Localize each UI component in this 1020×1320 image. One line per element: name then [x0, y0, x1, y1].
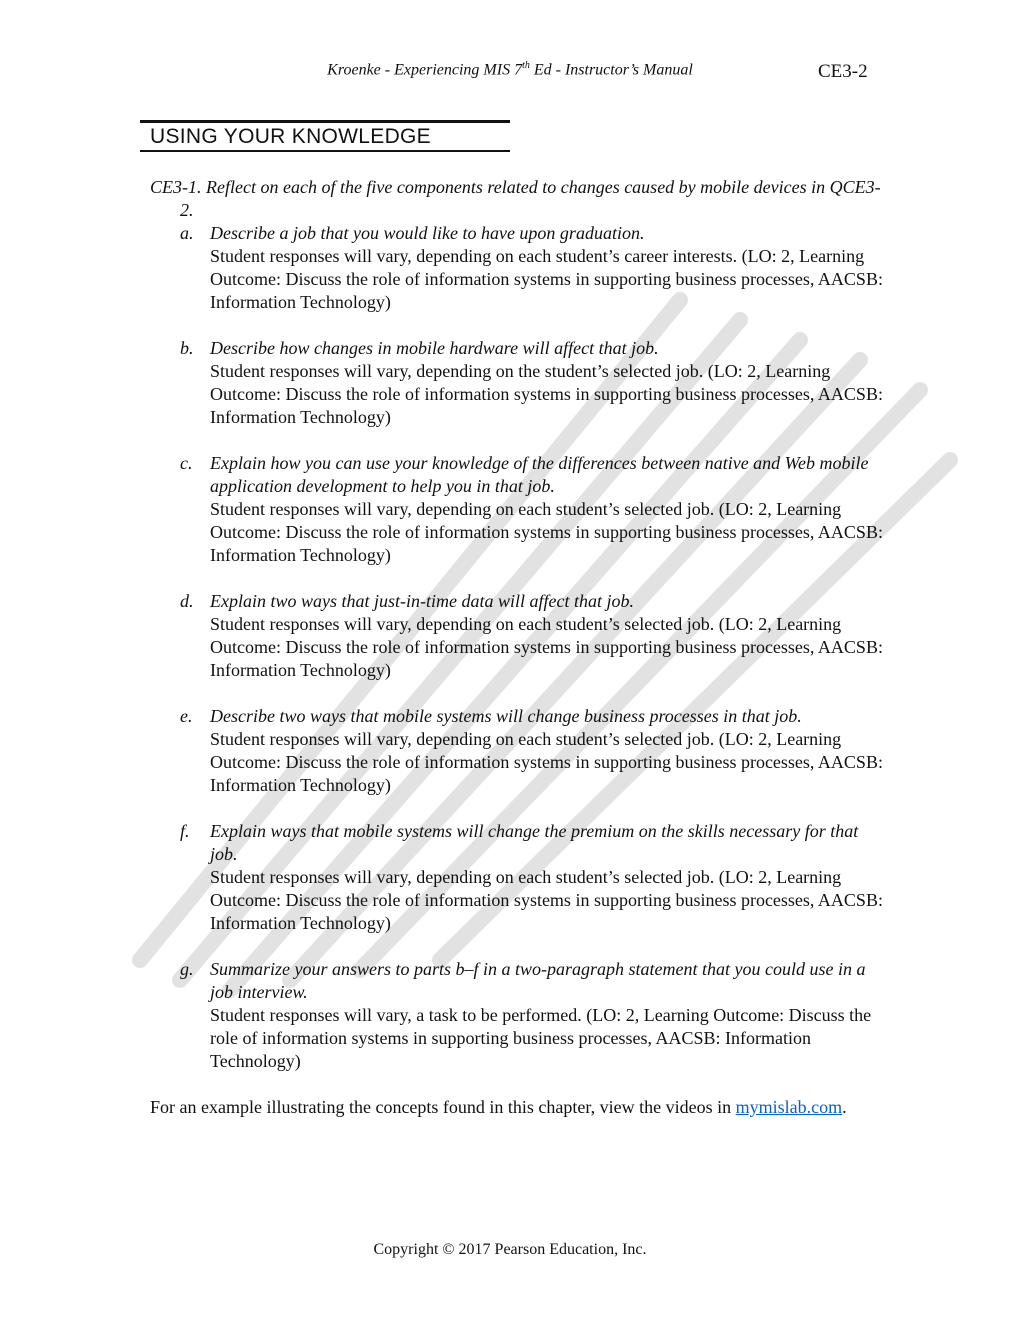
part-g — [150, 958, 890, 1073]
part-f — [150, 820, 890, 935]
part-answer: Student responses will vary, depending on the student’s selected job. (LO: 2, Learning Outcome: Discuss the role of information systems in supporting business processes, AACSB: Information Technology) — [210, 361, 883, 427]
part-prompt: Describe a job that you would like to have upon graduation. — [210, 223, 645, 243]
part-letter: b. — [180, 338, 194, 358]
part-letter: c. — [180, 453, 193, 473]
running-head-subtitle: Ed - Instructor’s Manual — [529, 61, 693, 79]
closing-period: . — [842, 1097, 847, 1117]
part-letter: d. — [180, 591, 194, 611]
main-content — [150, 176, 890, 1119]
closing-text: For an example illustrating the concepts found in this chapter, view the videos in — [150, 1097, 736, 1117]
part-answer: Student responses will vary, depending on each student’s selected job. (LO: 2, Learning Outcome: Discuss the role of information systems in supporting business processes, AACSB: Information Technology) — [210, 729, 883, 795]
part-answer: Student responses will vary, depending on each student’s selected job. (LO: 2, Learning Outcome: Discuss the role of information systems in supporting business processes, AACSB: Information Technology) — [210, 614, 883, 680]
mymislab-link[interactable]: mymislab.com — [735, 1097, 843, 1117]
running-head-title: Kroenke - Experiencing MIS 7 — [327, 61, 523, 79]
part-b — [150, 337, 890, 429]
part-d — [150, 590, 890, 682]
part-answer: Student responses will vary, depending on each student’s selected job. (LO: 2, Learning Outcome: Discuss the role of information systems in supporting business processes, AACSB: Information Technology) — [210, 499, 883, 565]
part-answer: Student responses will vary, depending on each student’s selected job. (LO: 2, Learning Outcome: Discuss the role of information systems in supporting business processes, AACSB: Information Technology) — [210, 867, 883, 933]
part-prompt: Describe how changes in mobile hardware will affect that job. — [210, 338, 659, 358]
closing-paragraph — [150, 1096, 890, 1119]
section-title: USING YOUR KNOWLEDGE — [150, 125, 431, 148]
question-parts — [150, 222, 890, 1073]
part-prompt: Explain how you can use your knowledge of the differences between native and Web mobile application development to help you in that job. — [210, 453, 869, 496]
part-prompt: Describe two ways that mobile systems will change business processes in that job. — [210, 706, 802, 726]
part-prompt: Explain two ways that just-in-time data will affect that job. — [210, 591, 634, 611]
edition-superscript: th — [522, 60, 530, 71]
part-letter: f. — [180, 821, 190, 841]
question-prompt: CE3-1. Reflect on each of the five components related to changes caused by mobile devices in QCE3-2. — [150, 177, 881, 220]
part-prompt: Summarize your answers to parts b–f in a two-paragraph statement that you could use in a job interview. — [210, 959, 866, 1002]
part-letter: g. — [180, 959, 194, 979]
part-c — [150, 452, 890, 567]
page-number: CE3-2 — [818, 61, 868, 82]
part-letter: a. — [180, 223, 194, 243]
part-e — [150, 705, 890, 797]
section-heading-box — [140, 120, 510, 152]
part-letter: e. — [180, 706, 193, 726]
part-a — [150, 222, 890, 314]
copyright-footer: Copyright © 2017 Pearson Education, Inc. — [373, 1241, 647, 1258]
part-answer: Student responses will vary, a task to be performed. (LO: 2, Learning Outcome: Discuss the role of information systems in supporting business processes, AACSB: Information Technology) — [210, 1005, 872, 1071]
part-answer: Student responses will vary, depending on each student’s career interests. (LO: 2, Learning Outcome: Discuss the role of information systems in supporting business processes, AACSB: Information Technology) — [210, 246, 883, 312]
part-prompt: Explain ways that mobile systems will change the premium on the skills necessary for that job. — [210, 821, 859, 864]
